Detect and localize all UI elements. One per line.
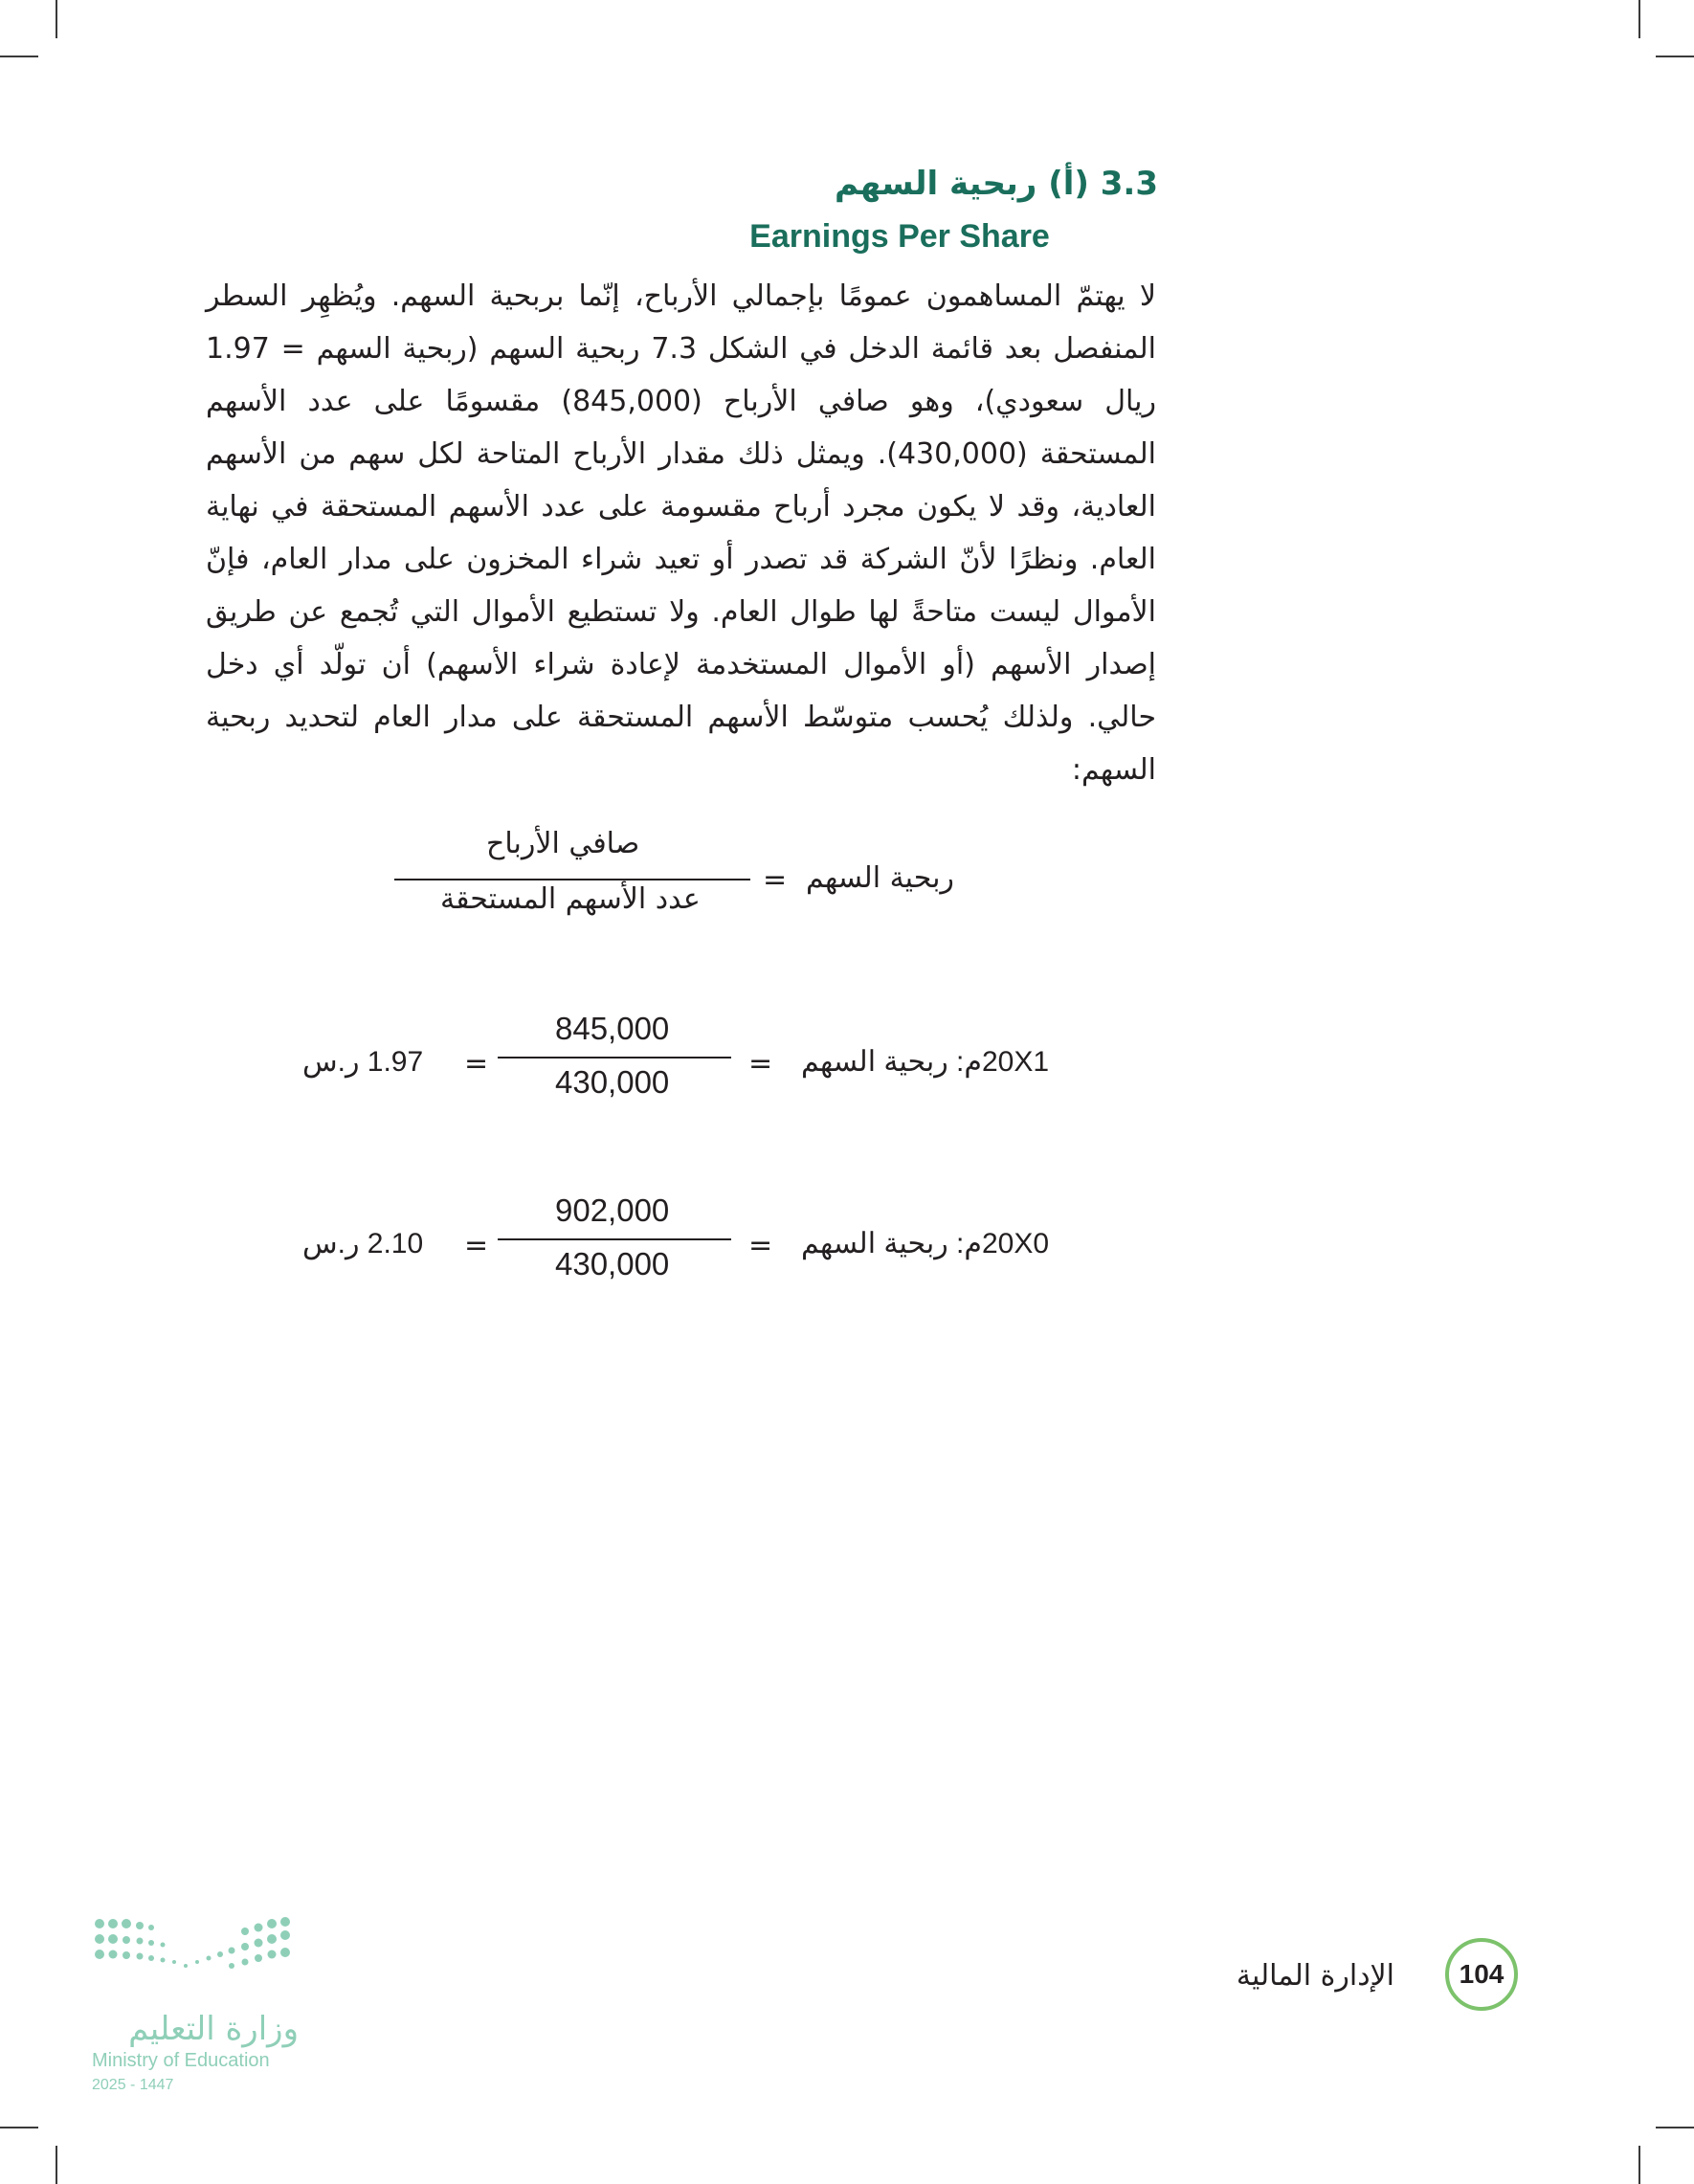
crop-mark — [0, 2127, 38, 2128]
ministry-logo — [92, 1914, 312, 2106]
fraction-line — [498, 1057, 731, 1059]
calc-numerator: 845,000 — [555, 1011, 670, 1046]
calc-year-label: 20X1م: ربحية السهم — [801, 1046, 1050, 1078]
formula-numerator: صافي الأرباح — [486, 827, 640, 860]
logo-dots-icon — [92, 1914, 302, 1981]
crop-mark — [56, 0, 57, 38]
calc-numerator: 902,000 — [555, 1192, 670, 1228]
paragraph-text: لا يهتمّ المساهمون عمومًا بإجمالي الأرباح، إنّما بربحية السهم. ويُظهِر السطر المنفصل بعد قائمة الدخل في الشكل 7.3 ربحية السهم (ربحية السهم = 1.97 ريال سعودي)، وهو صافي الأرباح (845,000) مقسومًا على عدد الأسهم المستحقة (430,000). ويمثل ذلك مقدار الأرباح المتاحة لكل سهم من الأسهم العادية، وقد لا يكون مجرد أرباح مقسومة على عدد الأسهم المستحقة في نهاية العام. ونظرًا لأنّ الشركة قد تصدر أو تعيد شراء المخزون على مدار العام، فإنّ الأموال ليست متاحةً لها طوال العام. ولا تستطيع الأموال التي تُجمع عن طريق إصدار الأسهم (أو الأموال المستخدمة لإعادة شراء الأسهم) أن تولّد أي دخل حالي. ولذلك يُحسب متوسّط الأسهم المستحقة على مدار العام لتحديد ربحية السهم: — [206, 279, 1157, 787]
ministry-name-en: Ministry of Education — [92, 2050, 270, 2071]
formula-label: ربحية السهم — [806, 861, 954, 895]
calc-equals: = — [464, 1047, 489, 1081]
calc-year-label: 20X0م: ربحية السهم — [801, 1228, 1050, 1259]
section-title-ar: (أ) ربحية السهم — [835, 165, 1089, 203]
ministry-year: 2025 - 1447 — [92, 2077, 174, 2093]
calc-result: 2.10 ر.س — [302, 1228, 424, 1259]
page-number-badge — [1445, 1938, 1518, 2011]
crop-mark — [56, 2146, 57, 2184]
crop-mark — [1638, 0, 1640, 38]
page-number: 104 — [1459, 1959, 1505, 1989]
fraction-line — [498, 1238, 731, 1240]
crop-mark — [1656, 56, 1694, 57]
fraction-line — [394, 879, 750, 880]
calc-equals: = — [748, 1047, 773, 1081]
calc-equals: = — [464, 1229, 489, 1262]
ministry-name-ar: وزارة التعليم — [128, 2010, 299, 2048]
crop-mark — [0, 56, 38, 57]
calc-equals: = — [748, 1229, 773, 1262]
calc-result: 1.97 ر.س — [302, 1046, 424, 1078]
section-number: 3.3 — [1100, 165, 1158, 203]
section-heading — [835, 165, 1158, 203]
crop-mark — [1656, 2127, 1694, 2128]
crop-mark — [1638, 2146, 1640, 2184]
calc-denominator: 430,000 — [555, 1246, 670, 1281]
formula-equals: = — [763, 863, 788, 897]
section-title-en: Earnings Per Share — [749, 218, 1050, 255]
calc-denominator: 430,000 — [555, 1064, 670, 1100]
formula-denominator: عدد الأسهم المستحقة — [440, 882, 701, 916]
body-paragraph — [206, 270, 1156, 796]
book-title: الإدارة المالية — [1236, 1959, 1394, 1993]
